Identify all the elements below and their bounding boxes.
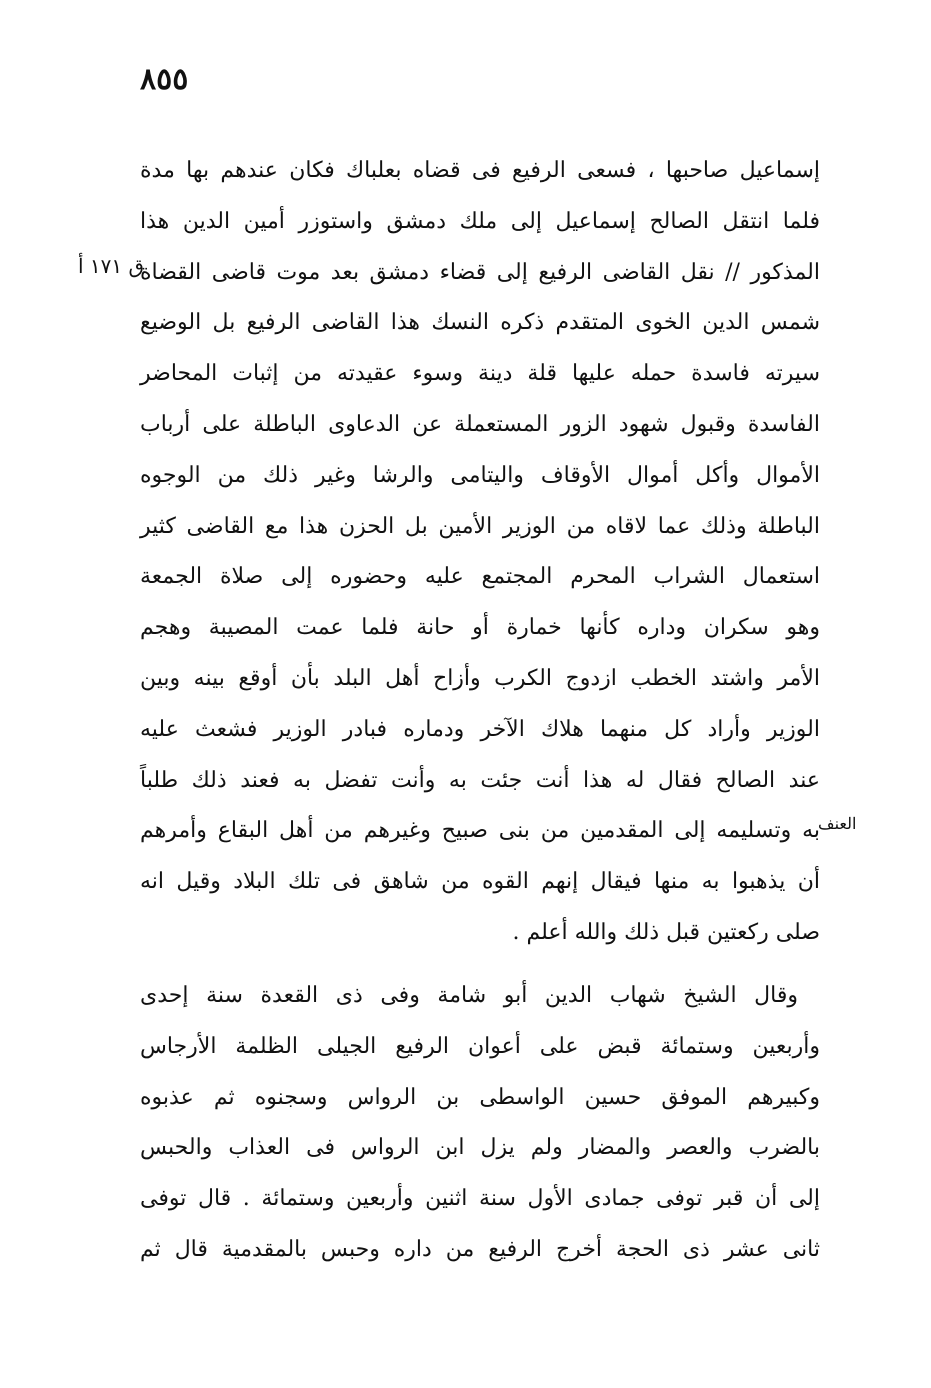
text-line: استعمال الشراب المحرم المجتمع عليه وحضوره إلى صلاة الجمعة xyxy=(140,564,820,590)
text-line: أن يذهبوا به منها فيقال إنهم القوه من شاهق فى تلك البلاد وقيل انه xyxy=(140,869,820,895)
text-line: سيرته فاسدة حمله عليها قلة دينة وسوء عقيدته من إثبات المحاضر xyxy=(140,361,820,387)
text-line: إسماعيل صاحبها ، فسعى الرفيع فى قضاه بعلباك فكان عندهم بها مدة xyxy=(140,158,820,183)
text-line: المذكور // نقل القاضى الرفيع إلى قضاء دمشق بعد موت قاضى القضاة xyxy=(140,259,820,285)
text-line: شمس الدين الخوى المتقدم ذكره النسك هذا القاضى الرفيع بل الوضيع xyxy=(140,310,820,336)
paragraph-2 xyxy=(140,971,820,1276)
text-line: الباطلة وذلك عما لاقاه من الوزير الأمين بل الحزن هذا مع القاضى كثير xyxy=(140,513,820,539)
text-line: وكبيرهم الموفق حسين الواسطى بن الرواس وسجنوه ثم عذبوه xyxy=(140,1084,820,1110)
folio-margin-note: ق ١٧١ أ xyxy=(78,254,145,278)
text-line: صلى ركعتين قبل ذلك والله أعلم . xyxy=(512,919,820,945)
page-number: ٨٥٥ xyxy=(140,62,189,97)
text-line: وهو سكران وداره كأنها خمارة أو حانة فلما عمت المصيبة وهجم xyxy=(140,615,820,641)
text-line: بالضرب والعصر والمضار ولم يزل ابن الرواس فى العذاب والحبس xyxy=(140,1135,820,1161)
text-line: الأموال وأكل أموال الأوقاف واليتامى والرشا وغير ذلك من الوجوه xyxy=(140,462,820,488)
text-line: الوزير وأراد كل منهما هلاك الآخر ودماره فبادر الوزير فشعث عليه xyxy=(140,716,820,742)
text-line: وأربعين وستمائة قبض على أعوان الرفيع الجيلى الظلمة الأرجاس xyxy=(140,1033,820,1059)
text-line: الأمر واشتد الخطب ازدوج الكرب وأزاح أهل البلد بأن أوقع بينه وبين xyxy=(140,665,820,691)
text-line: الفاسدة وقبول شهود الزور المستعملة عن الدعاوى الباطلة على أرباب xyxy=(140,411,820,437)
text-line: وقال الشيخ شهاب الدين أبو شامة وفى ذى القعدة سنة إحدى xyxy=(140,983,798,1008)
text-line: إلى أن قبر توفى جمادى الأول سنة اثنين وأربعين وستمائة . قال توفى xyxy=(140,1186,820,1212)
text-line: فلما انتقل الصالح إسماعيل إلى ملك دمشق واستوزر أمين الدين هذا xyxy=(140,208,820,234)
text-line: به وتسليمه إلى المقدمين من بنى صبيح وغيرهم من أهل البقاع وأمرهم xyxy=(140,818,820,844)
paragraph-1 xyxy=(140,146,820,959)
overflow-margin-note: العنف xyxy=(818,814,857,833)
text-line: ثانى عشر ذى الحجة أخرج الرفيع من داره وحبس بالمقدمية قال ثم xyxy=(140,1236,820,1262)
text-line: عند الصالح فقال له هذا أنت جئت به وأنت تفضل به فعند ذلك طلباً xyxy=(140,767,820,793)
